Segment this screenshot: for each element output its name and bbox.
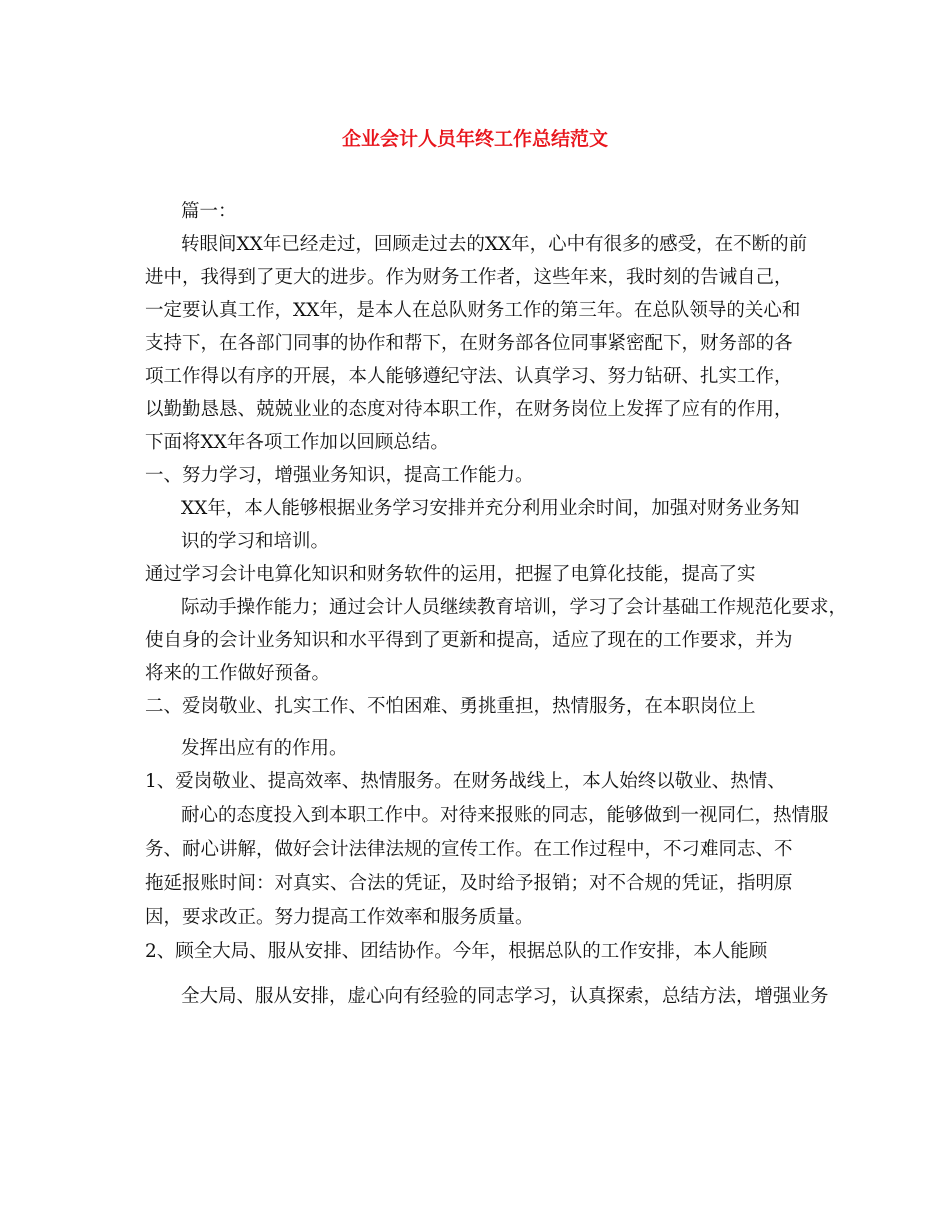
text-line: 支持下，在各部门同事的协作和帮下，在财务部各位同事紧密配下，财务部的各 <box>145 333 793 354</box>
text-line: 耐心的态度投入到本职工作中。对待来报账的同志，能够做到一视同仁，热情服 <box>181 805 829 826</box>
text-line: 二、爱岗敬业、扎实工作、不怕困难、勇挑重担，热情服务，在本职岗位上 <box>145 696 756 717</box>
document-title: 企业会计人员年终工作总结范文 <box>341 128 608 150</box>
text-line: 1、爱岗敬业、提高效率、热情服务。在财务战线上，本人始终以敬业、热情、 <box>145 771 786 792</box>
text-line: 转眼间XX年已经走过，回顾走过去的XX年，心中有很多的感受，在不断的前 <box>181 234 808 255</box>
text-line: 2、顾全大局、服从安排、团结协作。今年，根据总队的工作安排，本人能顾 <box>145 941 768 962</box>
section-heading: XX年，本人能够根据业务学习安排并充分利用业余时间，加强对财务业务知 <box>181 498 800 519</box>
text-line: 下面将XX年各项工作加以回顾总结。 <box>145 432 449 453</box>
text-line: 以勤勤恳恳、兢兢业业的态度对待本职工作，在财务岗位上发挥了应有的作用， <box>145 399 793 420</box>
text-line: 将来的工作做好预备。 <box>145 663 331 684</box>
text-line: 识的学习和培训。 <box>181 531 330 552</box>
text-line: 进中，我得到了更大的进步。作为财务工作者，这些年来，我时刻的告诫自己， <box>145 267 793 288</box>
text-line: 一、努力学习，增强业务知识，提高工作能力。 <box>145 465 534 486</box>
text-line: 一定要认真工作，XX年，是本人在总队财务工作的第三年。在总队领导的关心和 <box>145 300 801 321</box>
text-line: 际动手操作能力；通过会计人员继续教育培训，学习了会计基础工作规范化要求， <box>181 597 848 618</box>
text-line: 因，要求改正。努力提高工作效率和服务质量。 <box>145 907 534 928</box>
text-line: 项工作得以有序的开展，本人能够遵纪守法、认真学习、努力钻研、扎实工作， <box>145 366 793 387</box>
text-line: 通过学习会计电算化知识和财务软件的运用，把握了电算化技能，提高了实 <box>145 564 756 585</box>
text-line: 使自身的会计业务知识和水平得到了更新和提高，适应了现在的工作要求，并为 <box>145 630 793 651</box>
section-heading: 发挥出应有的作用。 <box>181 738 348 759</box>
text-line: 篇一： <box>181 201 237 222</box>
text-line: 拖延报账时间：对真实、合法的凭证，及时给予报销；对不合规的凭证，指明原 <box>145 873 793 894</box>
text-line: 全大局、服从安排，虚心向有经验的同志学习，认真探索，总结方法，增强业务 <box>181 986 829 1007</box>
text-line: 务、耐心讲解，做好会计法律法规的宣传工作。在工作过程中，不刁难同志、不 <box>145 839 793 860</box>
